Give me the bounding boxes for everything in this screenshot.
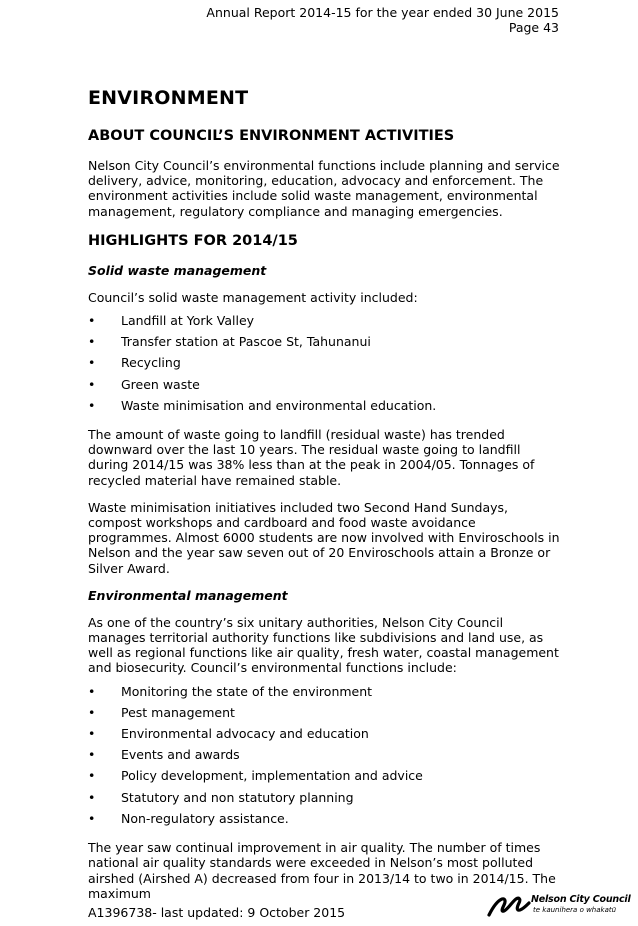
document-reference: A1396738- last updated: 9 October 2015 [88,905,346,920]
solid-waste-intro: Council’s solid waste management activity included: [88,289,418,305]
list-item: • Monitoring the state of the environment [88,683,373,699]
bullet-icon: • [88,397,96,413]
bullet-icon: • [88,313,96,329]
env-management-intro: As one of the country’s six unitary authorities, Nelson City Council manages territorial authority functions like subdivisions and land use, as well as regional functions like air quality, fresh water, coastal management and biosecurity. Council’s environmental functions include: [88,614,559,676]
list-item: • Recycling [88,355,181,371]
list-item: • Green waste [88,376,200,392]
bullet-icon: • [88,789,96,805]
bullet-icon: • [88,768,96,784]
bullet-icon: • [88,355,96,371]
bullet-icon: • [88,704,96,720]
list-item: • Pest management [88,704,235,720]
list-item: • Transfer station at Pascoe St, Tahunanui [88,334,371,350]
list-item: • Environmental advocacy and education [88,726,369,742]
solid-waste-heading: Solid waste management [88,262,267,278]
about-heading: ABOUT COUNCIL’S ENVIRONMENT ACTIVITIES [88,128,455,144]
bullet-icon: • [88,683,96,699]
solid-waste-list [88,313,563,413]
page-number: Page 43 [508,20,559,35]
list-item: • Events and awards [88,747,240,763]
council-logo-mark-icon [487,893,531,919]
env-management-heading: Environmental management [88,587,288,603]
list-item: • Statutory and non statutory planning [88,789,354,805]
env-management-list [88,684,563,826]
solid-waste-paragraph-1: The amount of waste going to landfill (residual waste) has trended downward over the last 10 years. The residual waste going to landfill during 2014/15 was 38% less than at the peak in 2004/05. Tonnages of recycled material have remained stable. [88,427,535,488]
list-item: • Policy development, implementation and advice [88,768,423,784]
highlights-heading: HIGHLIGHTS FOR 2014/15 [88,232,298,249]
solid-waste-paragraph-2: Waste minimisation initiatives included two Second Hand Sundays, compost workshops and cardboard and food waste avoidance programmes. Almost 6000 students are now involved with Enviroschools in Nelson and the year saw seven out of 20 Enviroschools attain a Bronze or Silver Award. [88,499,560,576]
main-content [88,86,563,913]
report-title-line: Annual Report 2014-15 for the year ended 30 June 2015 [206,5,559,20]
bullet-icon: • [88,747,96,763]
bullet-icon: • [88,726,96,742]
list-item: • Waste minimisation and environmental education. [88,397,437,413]
page-header [206,5,559,35]
bullet-icon: • [88,376,96,392]
logo-tagline: te kaunihera o whakatū [533,906,617,914]
bullet-icon: • [88,810,96,826]
env-management-paragraph-1: The year saw continual improvement in air quality. The number of times national air quality standards were exceeded in Nelson’s most polluted airshed (Airshed A) decreased from four in 2013/14 to two in 2014/15. The maximum [88,840,556,901]
list-item: • Landfill at York Valley [88,313,255,329]
bullet-icon: • [88,334,96,350]
list-item: • Non-regulatory assistance. [88,810,289,826]
logo-name: Nelson City Council [531,894,631,905]
council-logo [487,893,631,921]
about-paragraph: Nelson City Council’s environmental functions include planning and service delivery, advice, monitoring, education, advocacy and enforcement. The environment activities include solid waste management, environmental management, regulatory compliance and managing emergencies. [88,158,560,219]
page-title: ENVIRONMENT [88,87,249,109]
